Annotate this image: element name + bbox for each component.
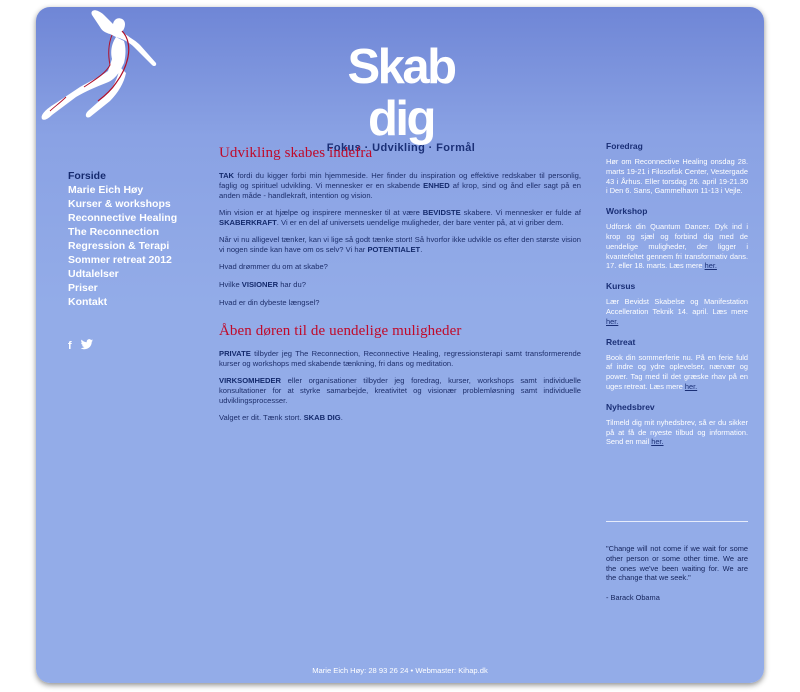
nav-item-kontakt[interactable]: Kontakt xyxy=(68,296,108,308)
nav-item-priser[interactable]: Priser xyxy=(68,282,98,294)
site-title: Skab dig xyxy=(347,40,455,146)
nav-item-forside[interactable]: Forside xyxy=(68,170,106,182)
potential-paragraph: Når vi nu alligevel tænker, kan vi lige så godt tænke stort! Så hvorfor ikke udvikle os efter den største vision vi nogen sinde kan have om os selv? Vi har POTENTIALET. xyxy=(219,235,581,254)
footer-contact: Marie Eich Høy: 28 93 26 24 • Webmaster: Kihap.dk xyxy=(312,666,488,675)
sidebar-text-retreat: Book din sommerferie nu. På en ferie fuld af indre og ydre oplevelser, nærvær og power. Tag med til det græske rhav på en uges retreat. Læs mere her. xyxy=(606,352,748,391)
question-visions: Hvilke VISIONER har du? xyxy=(219,280,306,289)
site-logo[interactable] xyxy=(310,41,492,154)
sidebar-text-workshop: Udforsk din Quantum Dancer. Dyk ind i krop og sjæl og forbind dig med de uendelige muligheder, der ligger i kvantefeltet gennem fri transformativ dans. 17. eller 18. marts. Læs mere her. xyxy=(606,222,748,271)
site-tagline: Fokus · Udvikling · Formål xyxy=(326,142,476,154)
twitter-icon[interactable] xyxy=(80,337,94,355)
nav-item-regression-terapi[interactable]: Regression & Terapi xyxy=(68,240,170,252)
sidebar-title-nyhedsbrev: Nyhedsbrev xyxy=(606,401,655,412)
sidebar xyxy=(606,141,748,457)
newsletter-mail-link[interactable]: her. xyxy=(651,437,664,447)
quote-text: "Change will not come if we wait for some other person or some other time. We are the ones we've been waiting for. We are the change that we seek." xyxy=(606,544,748,583)
business-paragraph: VIRKSOMHEDER eller organisationer tilbyder jeg foredrag, kurser, workshops samt individuelle konsultationer for at styrke samarbejde, kreativitet og visionær problemløsning samt individuelle udviklingsprocesser. xyxy=(219,376,581,405)
closing-paragraph: Valget er dit. Tænk stort. SKAB DIG. xyxy=(219,413,343,422)
sidebar-divider xyxy=(606,521,748,522)
sidebar-text-kursus: Lær Bevidst Skabelse og Manifestation Accelleration Teknik 14. april. Læs mere her. xyxy=(606,297,748,326)
quote-block xyxy=(606,544,748,603)
private-paragraph: PRIVATE tilbyder jeg The Reconnection, Reconnective Healing, regressionsterapi samt transformerende kurser og workshops med skabende tænkning, fri dans og meditation. xyxy=(219,349,581,368)
sidebar-title-foredrag: Foredrag xyxy=(606,141,643,151)
nav-item-reconnective-healing[interactable]: Reconnective Healing xyxy=(68,212,178,224)
heading-udvikling: Udvikling skabes indefra xyxy=(219,145,373,161)
social-links xyxy=(68,337,94,355)
retreat-read-more-link[interactable]: her. xyxy=(684,381,698,391)
page-container xyxy=(36,7,764,683)
quote-author: - Barack Obama xyxy=(606,593,660,603)
nav-item-the-reconnection[interactable]: The Reconnection xyxy=(68,226,160,238)
sidebar-title-retreat: Retreat xyxy=(606,336,636,347)
sidebar-title-workshop: Workshop xyxy=(606,206,648,217)
sidebar-text-nyhedsbrev: Tilmeld dig mit nyhedsbrev, så er du sikker på at få de nyeste tilbud og information. Send en mail her. xyxy=(606,417,748,447)
main-nav xyxy=(68,169,218,309)
facebook-icon[interactable]: f xyxy=(68,340,72,352)
nav-item-marie-eich-hoy[interactable]: Marie Eich Høy xyxy=(68,184,144,196)
question-longing: Hvad er din dybeste længsel? xyxy=(219,298,320,307)
main-content xyxy=(219,145,581,430)
kursus-read-more-link[interactable]: her. xyxy=(606,316,619,326)
heading-aaben-doeren: Åben døren til de uendelige muligheder xyxy=(219,323,462,339)
sidebar-title-kursus: Kursus xyxy=(606,281,636,292)
vision-paragraph: Min vision er at hjælpe og inspirere mennesker til at være BEVIDSTE skabere. Vi mennesker er fulde af SKABERKRAFT. Vi er en del af universets uendelige muligheder, der bare venter på, at vi griber dem. xyxy=(219,208,581,227)
question-dream: Hvad drømmer du om at skabe? xyxy=(219,262,328,271)
dancer-figure-icon xyxy=(36,7,161,125)
sidebar-text-foredrag: Hør om Reconnective Healing onsdag 28. marts 19-21 i Filosofisk Center, Vestergade 43 i Århus. Eller torsdag 26. april 19-21.30 i Den 6. Sans, Gammelhavn 11-13 i Vejle. xyxy=(606,157,748,196)
nav-item-sommer-retreat[interactable]: Sommer retreat 2012 xyxy=(68,254,172,266)
nav-item-kurser-workshops[interactable]: Kurser & workshops xyxy=(68,198,171,210)
intro-paragraph: TAK fordi du kigger forbi min hjemmeside. Her finder du inspiration og effektive redskaber til personlig, faglig og spirituel udvikling. Vi mennesker er en skabende ENHED af krop, sind og ånd eller sagt på en anden måde - handlekraft, intention og vision. xyxy=(219,171,581,200)
workshop-read-more-link[interactable]: her. xyxy=(704,261,717,271)
nav-item-udtalelser[interactable]: Udtalelser xyxy=(68,268,119,280)
